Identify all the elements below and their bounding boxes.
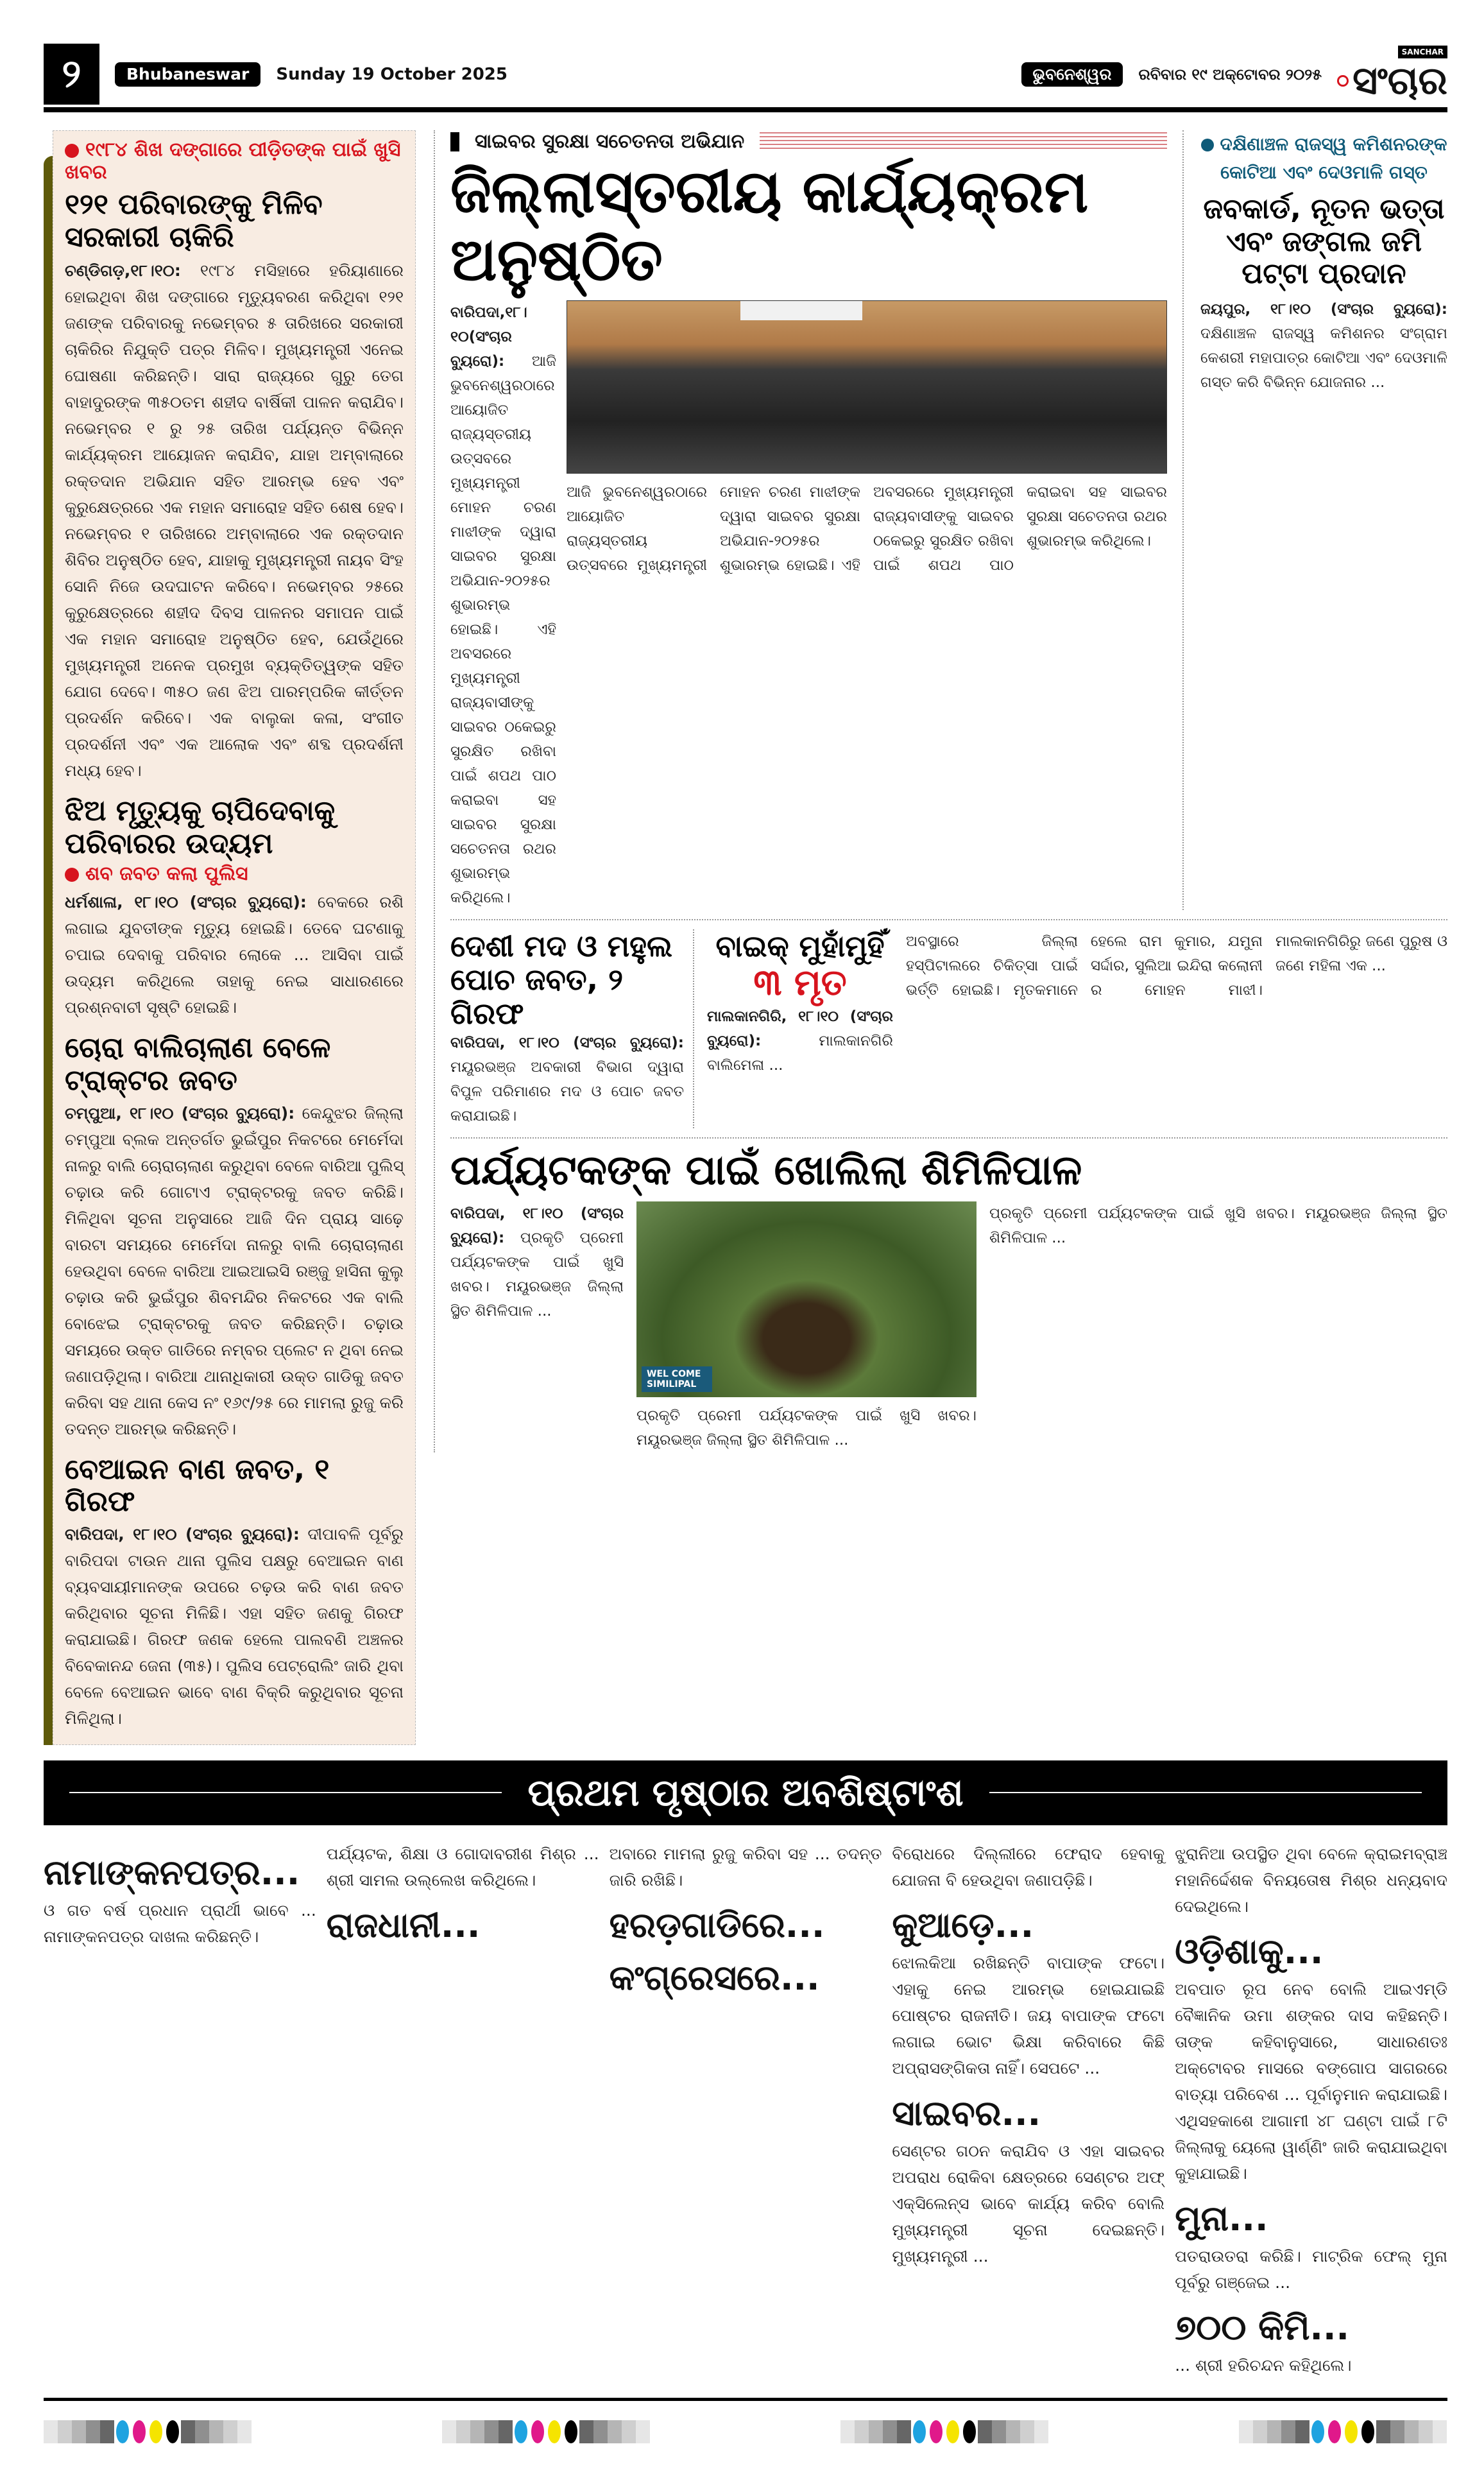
middle-right-area	[434, 130, 1447, 1452]
continued-heading: ୭୦୦ କିମି...	[1175, 2307, 1350, 2348]
story-headline: ଜବକାର୍ଡ, ନୂତନ ଭତ୍ତା ଏବଂ ଜଙ୍ଗଲ ଜମି ପଟ୍ଟା ପ୍ରଦାନ	[1203, 193, 1445, 291]
body-text: ପ୍ରକୃତି ପ୍ରେମୀ ପର୍ଯ୍ୟଟକଙ୍କ ପାଇଁ ଖୁସି ଖବର। ମୟୂରଭଞ୍ଜ ଜିଲ୍ଲା ସ୍ଥିତ ଶିମିଳିପାଳ ...	[450, 1229, 624, 1320]
grey-swatch	[58, 2420, 72, 2443]
grey-swatch	[636, 2420, 650, 2443]
continued-heading: ରାଜଧାନୀ...	[326, 1904, 481, 1945]
story-revenue-commissioner	[1200, 130, 1447, 395]
ink-dot	[963, 2420, 976, 2443]
dateline: ମାଲକାନଗିରି, ୧୮।୧୦ (ସଂଚାର ବ୍ୟୁରୋ):	[707, 1008, 893, 1049]
grey-swatch	[1433, 2420, 1447, 2443]
left-column	[44, 130, 416, 1745]
grey-swatch	[1034, 2420, 1048, 2443]
ink-dot	[515, 2420, 527, 2443]
masthead	[44, 44, 1447, 105]
story-body	[65, 257, 404, 784]
main-kicker: ସାଇବର ସୁରକ୍ଷା ସଚେତନତା ଅଭିଯାନ	[475, 130, 745, 153]
similipal-photo-block	[636, 1201, 977, 1452]
story-headline: ବେଆଇନ ବାଣ ଜବତ, ୧ ଗିରଫ	[65, 1452, 330, 1518]
dateline: ବାରିପଦା, ୧୮।୧୦ (ସଂଚାର ବ୍ୟୁରୋ):	[450, 1035, 684, 1052]
grey-swatch	[86, 2420, 100, 2443]
body-text: ପର୍ଯ୍ୟଟକ, ଶିକ୍ଷା ଓ ଗୋଦାବରୀଶ ମିଶ୍ର ... ଶ୍ରୀ ସାମଲ ଉଲ୍ଲେଖ କରିଥିଲେ।	[326, 1844, 599, 1889]
grey-swatch	[978, 2420, 992, 2443]
story-headline: ଚୋରା ବାଲିଚାଲାଣ ବେଳେ ଟ୍ରାକ୍ଟର ଜବତ	[65, 1031, 331, 1097]
continued-heading: ଓଡ଼ିଶାକୁ...	[1175, 1931, 1324, 1972]
continued-heading: ହରଡ଼ଗାଡିରେ...	[609, 1904, 825, 1945]
grey-swatch	[72, 2420, 86, 2443]
upper-stories	[450, 130, 1447, 910]
body-text: ବିରୋଧରେ ଦିଲ୍ଲୀରେ ଫେରାଦ ହେବାକୁ ଯୋଜନା ବି ହେଉଥିବା ଜଣାପଡ଼ିଛି।	[892, 1844, 1165, 1889]
grey-swatch	[1253, 2420, 1267, 2443]
dateline: ଜୟପୁର, ୧୮।୧୦ (ସଂଚାର ବ୍ୟୁରୋ):	[1200, 300, 1447, 318]
body-text: କେନ୍ଦୁଝର ଜିଲ୍ଲା ଚମ୍ପୁଆ ବ୍ଲକ ଅନ୍ତର୍ଗତ ଭୁଇଁପୁର ନିକଟରେ ମେର୍ମେଦା ନାଳରୁ ବାଲି ଚୋରାଚାଲାଣ କରୁଥିବା ବେଳେ ବାରିଆ ପୁଲିସ୍ ଚଢ଼ାଉ କରି ଗୋଟାଏ ଟ୍ରାକ୍ଟରକୁ ଜବତ କରିଛି। ମିଳିଥିବା ସୂଚନା ଅନୁସାରେ ଆଜି ଦିନ ପ୍ରାୟ ସାଢ଼େ ବାରଟା ସମୟରେ ମେର୍ମେଦା ନାଳରୁ ବାଲି ଚୋରାଚାଲାଣ ହେଉଥିବା ବେଳେ ବାରିଆ ଆଇଆଇସି ରଞ୍ଜୁ ହାସିନା କୁଲୁ ଚଢ଼ାଉ କରି ଭୁଇଁପୁର ଶିବମନ୍ଦିର ନିକଟରେ ଏକ ବାଲି ବୋଝେଇ ଟ୍ରାକ୍ଟରକୁ ଜବତ କରିଛନ୍ତି। ଚଢ଼ାଉ ସମୟରେ ଉକ୍ତ ଗାଡିରେ ନମ୍ବର ପ୍ଲେଟ ନ ଥିବା ନେଇ ଜଣାପଡ଼ିଥିଲା। ବାରିଆ ଥାନାଧିକାରୀ ଉକ୍ତ ଗାଡିକୁ ଜବତ କରିବା ସହ ଥାନା କେସ ନଂ ୧୬୯/୨୫ ରେ ମାମଲା ରୁଜୁ କରି ତଦନ୍ତ ଆରମ୍ଭ କରିଛନ୍ତି।	[65, 1103, 404, 1438]
grey-swatch	[1020, 2420, 1034, 2443]
story-body	[65, 1521, 404, 1732]
ink-dot	[116, 2420, 129, 2443]
print-color-bar	[442, 2420, 651, 2443]
story-headline: ପର୍ଯ୍ୟଟକଙ୍କ ପାଇଁ ଖୋଲିଲା ଶିମିଳିପାଳ	[450, 1147, 1082, 1195]
grey-swatch	[1419, 2420, 1433, 2443]
grey-swatch	[1390, 2420, 1404, 2443]
continued-heading: କୁଆଡ଼େ...	[892, 1904, 1034, 1945]
body-text: ଦୀପାବଳି ପୂର୍ବରୁ ବାରିପଦା ଟାଉନ ଥାନା ପୁଲିସ ପକ୍ଷରୁ ବେଆଇନ ବାଣ ବ୍ୟବସାୟୀମାନଙ୍କ ଉପରେ ଚଢ଼ଉ କରି ବାଣ ଜବତ କରିଥିବାର ସୂଚନା ମିଳିଛି। ଏହା ସହିତ ଜଣକୁ ଗିରଫ କରାଯାଇଛି। ଗିରଫ ଜଣକ ହେଲେ ପାଲବଣି ଅଞ୍ଚଳର ବିବେକାନନ୍ଦ ଜେନା (୩୫)। ପୁଲିସ ପେଟ୍ରୋଲିଂ ଜାରି ଥିବା ବେଳେ ବେଆଇନ ଭାବେ ବାଣ ବିକ୍ରି କରୁଥିବାର ସୂଚନା ମିଳିଥିଲା।	[65, 1524, 404, 1728]
story-kicker	[65, 863, 404, 885]
main-kicker-row	[450, 130, 1167, 153]
body-text: ବେକରେ ରଶି ଲଗାଇ ଯୁବତୀଙ୍କ ମୃତ୍ୟୁ ହୋଇଛି। ତେବେ ଘଟଣାକୁ ଚପାଇ ଦେବାକୁ ପରିବାର ଲୋକେ ... ଆସିବା ପାଇଁ ଉଦ୍ୟମ କରିଥିଲେ ତାହାକୁ ନେଇ ସାଧାରଣରେ ପ୍ରଶ୍ନବାଚୀ ସୃଷ୍ଟି ହୋଇଛି।	[65, 893, 404, 1017]
bottom-col-5	[1175, 1841, 1447, 2379]
grey-swatch	[869, 2420, 883, 2443]
bottom-col-3	[610, 1841, 882, 2002]
grey-swatch	[470, 2420, 484, 2443]
ink-dot	[946, 2420, 959, 2443]
grey-swatch	[593, 2420, 608, 2443]
continued-heading: ସାଇବର...	[892, 2092, 1041, 2133]
logo-tag: SANCHAR	[1398, 46, 1447, 58]
grey-swatch	[499, 2420, 513, 2443]
story-body	[65, 1100, 404, 1442]
dateline: ଚଣ୍ଡିଗଡ଼,୧୮।୧୦:	[65, 261, 181, 280]
grey-swatch	[1267, 2420, 1281, 2443]
bottom-col-1	[44, 1841, 316, 1950]
body-text: ଝୁରାନିଆ ଉପସ୍ଥିତ ଥିବା ବେଳେ କ୍ରାଇମବ୍ରାଞ୍ଚ ମହାନିର୍ଦ୍ଦେଶକ ବିନୟତୋଷ ମିଶ୍ର ଧନ୍ୟବାଦ ଦେଇଥିଲେ।	[1175, 1844, 1447, 1916]
grey-swatch	[100, 2420, 114, 2443]
bottom-col-2	[327, 1841, 599, 1950]
grey-swatch	[484, 2420, 499, 2443]
ink-dot	[149, 2420, 162, 2443]
continued-heading: ମୁନା...	[1175, 2198, 1268, 2239]
main-story-body	[450, 300, 1167, 910]
similipal-body	[450, 1201, 1447, 1452]
story-headline: ୧୨୧ ପରିବାରଙ୍କୁ ମିଳିବ ସରକାରୀ ଚାକିରି	[65, 188, 323, 254]
grey-swatch	[1239, 2420, 1253, 2443]
photo-screen	[740, 301, 862, 320]
grey-swatch	[855, 2420, 869, 2443]
body-text: ଝୋଲକିଆ ରଖିଛନ୍ତି ବାପାଙ୍କ ଫଟୋ। ଏହାକୁ ନେଇ ଆରମ୍ଭ ହୋଇଯାଇଛି ପୋଷ୍ଟର ରାଜନୀତି। ଜୟ ବାପାଙ୍କ ଫଟୋ ଲଗାଇ ଭୋଟ ଭିକ୍ଷା କରିବାରେ କିଛି ଅପ୍ରାସଙ୍ଗିକତା ନାହିଁ। ସେପଟେ ...	[892, 1953, 1165, 2078]
story-bike-continued	[906, 929, 1447, 1002]
ink-dot	[548, 2420, 561, 2443]
main-story-text	[450, 300, 556, 910]
kicker-text: ୧୯୮୪ ଶିଖ ଦଙ୍ଗାରେ ପୀଡ଼ିତଙ୍କ ପାଇଁ ଖୁସି ଖବର	[65, 139, 401, 184]
second-row-stories	[450, 929, 1447, 1129]
story-kicker	[1200, 130, 1447, 187]
body-text: ପ୍ରକୃତି ପ୍ରେମୀ ପର୍ଯ୍ୟଟକଙ୍କ ପାଇଁ ଖୁସି ଖବର। ମୟୂରଭଞ୍ଜ ଜିଲ୍ଲା ସ୍ଥିତ ଶିମିଳିପାଳ ...	[636, 1407, 977, 1449]
grey-swatch	[209, 2420, 223, 2443]
ink-dot	[565, 2420, 577, 2443]
grey-swatch	[608, 2420, 622, 2443]
bullet-icon	[65, 868, 79, 882]
grey-swatch	[622, 2420, 636, 2443]
date-or: ରବିବାର ୧୯ ଅକ୍ଟୋବର ୨୦୨୫	[1138, 65, 1322, 83]
body-text: ଆଜି ଭୁବନେଶ୍ୱରଠାରେ ଆୟୋଜିତ ରାଜ୍ୟସ୍ତରୀୟ ଉତ୍ସବରେ ମୁଖ୍ୟମନ୍ତ୍ରୀ ମୋହନ ଚରଣ ମାଝୀଙ୍କ ଦ୍ୱାରା ସାଇବର ସୁରକ୍ଷା ଅଭିଯାନ-୨୦୨୫ର ଶୁଭାରମ୍ଭ ହୋଇଛି। ଏହି ଅବସରରେ ମୁଖ୍ୟମନ୍ତ୍ରୀ ରାଜ୍ୟବାସୀଙ୍କୁ ସାଇବର ଠକେଇରୁ ସୁରକ୍ଷିତ ରଖିବା ପାଇଁ ଶପଥ ପାଠ କରାଇବା ସହ ସାଇବର ସୁରକ୍ଷା ସଚେତନତା ରଥର ଶୁଭାରମ୍ଭ କରିଥିଲେ।	[567, 483, 1167, 574]
left-accent-bar	[44, 156, 53, 1745]
dateline: ବାରିପଦା, ୧୮।୧୦ (ସଂଚାର ବ୍ୟୁରୋ):	[65, 1524, 300, 1544]
story-headline: ଦେଶୀ ମଦ ଓ ମହୁଲ ପୋଚ ଜବତ, ୨ ଗିରଫ	[450, 928, 672, 1031]
grey-swatch	[992, 2420, 1006, 2443]
banner-title: ପ୍ରଥମ ପୃଷ୍ଠାର ଅବଶିଷ୍ଟାଂଶ	[527, 1770, 964, 1814]
row-divider	[450, 919, 1447, 920]
logo-red-circle	[1337, 75, 1349, 87]
ink-dot	[166, 2420, 179, 2443]
grey-swatch	[181, 2420, 195, 2443]
logo-text: ସଂଚାର	[1352, 58, 1447, 103]
grey-swatch	[897, 2420, 911, 2443]
edition-city-en: Bhubaneswar	[115, 62, 260, 87]
grey-swatch	[1006, 2420, 1020, 2443]
grey-swatch	[1376, 2420, 1390, 2443]
ink-dot	[1311, 2420, 1324, 2443]
kicker-text: ଦକ୍ଷିଣାଞ୍ଚଳ ରାଜସ୍ୱ କମିଶନରଙ୍କ କୋଟିଆ ଏବଂ ଦେଓମାଳି ଗସ୍ତ	[1220, 133, 1447, 183]
page-number: ୨	[44, 44, 99, 105]
grey-swatch	[1281, 2420, 1295, 2443]
story-kicker	[65, 139, 404, 184]
kicker-text: ଶବ ଜବତ କଲା ପୁଲିସ	[85, 863, 248, 886]
body-text: ଆଜି ଭୁବନେଶ୍ୱରଠାରେ ଆୟୋଜିତ ରାଜ୍ୟସ୍ତରୀୟ ଉତ୍ସବରେ ମୁଖ୍ୟମନ୍ତ୍ରୀ ମୋହନ ଚରଣ ମାଝୀଙ୍କ ଦ୍ୱାରା ସାଇବର ସୁରକ୍ଷା ଅଭିଯାନ-୨୦୨୫ର ଶୁଭାରମ୍ଭ ହୋଇଛି। ଏହି ଅବସରରେ ମୁଖ୍ୟମନ୍ତ୍ରୀ ରାଜ୍ୟବାସୀଙ୍କୁ ସାଇବର ଠକେଇରୁ ସୁରକ୍ଷିତ ରଖିବା ପାଇଁ ଶପଥ ପାଠ କରାଇବା ସହ ସାଇବର ସୁରକ୍ଷା ସଚେତନତା ରଥର ଶୁଭାରମ୍ଭ କରିଥିଲେ।	[450, 352, 556, 906]
top-section	[44, 130, 1447, 1745]
main-photo-meeting	[567, 300, 1167, 474]
continued-heading: କଂଗ୍ରେସରେ...	[609, 1957, 820, 1998]
grey-swatch	[237, 2420, 252, 2443]
print-color-bar	[1239, 2420, 1447, 2443]
body-text: ଅବାରେ ମାମଲା ରୁଜୁ କରିବା ସହ ... ତଦନ୍ତ ଜାରି ରଖିଛି।	[609, 1844, 882, 1889]
story-headline: ଝିଅ ମୃତ୍ୟୁକୁ ଚାପିଦେବାକୁ ପରିବାରର ଉଦ୍ୟମ	[65, 795, 336, 860]
continued-heading: ନାମାଙ୍କନପତ୍ର...	[44, 1852, 300, 1893]
date-en: Sunday 19 October 2025	[276, 64, 507, 84]
story-body	[65, 889, 404, 1020]
ink-dot	[913, 2420, 926, 2443]
similipal-gate-photo	[636, 1201, 977, 1397]
print-color-bars	[44, 2420, 1447, 2443]
similipal-text	[450, 1201, 624, 1323]
header-rule	[44, 107, 1447, 112]
ink-dot	[1361, 2420, 1374, 2443]
banner-line	[989, 1792, 1422, 1793]
dateline: ଧର୍ମଶାଳା, ୧୮।୧୦ (ସଂଚାର ବ୍ୟୁରୋ):	[65, 893, 307, 912]
bullet-icon	[1201, 139, 1214, 151]
dateline: ବାରିପଦା, ୧୮।୧୦ (ସଂଚାର ବ୍ୟୁରୋ):	[450, 1205, 624, 1246]
grey-swatch	[1295, 2420, 1309, 2443]
print-color-bar	[840, 2420, 1049, 2443]
body-text: ଅବପାତ ରୂପ ନେବ ବୋଲି ଆଇଏମ୍ଡି ବୈଜ୍ଞାନିକ ଉମା ଶଙ୍କର ଦାସ କହିଛନ୍ତି। ତାଙ୍କ କହିବାନୁସାରେ, ସାଧାରଣତଃ ଅକ୍ଟୋବର ମାସରେ ବଙ୍ଗୋପ ସାଗରରେ ବାତ୍ୟା ପରିବେଶ ... ପୂର୍ବାନୁମାନ କରାଯାଇଛି। ଏଥିସହକାଶେ ଆଗାମୀ ୪୮ ଘଣ୍ଟା ପାଇଁ ୮ଟି ଜିଲ୍ଲାକୁ ୟେଲୋ ୱାର୍ଣ୍ଣିଂ ଜାରି କରାଯାଇଥିବା କୁହାଯାଇଛି।	[1175, 1979, 1447, 2183]
body-text: ୧୯୮୪ ମସିହାରେ ହରିୟାଣାରେ ହୋଇଥିବା ଶିଖ ଦଙ୍ଗାରେ ମୃତ୍ୟୁବରଣ କରିଥିବା ୧୨୧ ଜଣଙ୍କ ପରିବାରକୁ ନଭେମ୍ବର ୫ ତାରିଖରେ ସରକାରୀ ଚାକିରିର ନିଯୁକ୍ତି ପତ୍ର ମିଳିବ। ମୁଖ୍ୟମନ୍ତ୍ରୀ ଏନେଇ ଘୋଷଣା କରିଛନ୍ତି। ସାରା ରାଜ୍ୟରେ ଗୁରୁ ତେଗ ବାହାଦୁରଙ୍କ ୩୫୦ତମ ଶହୀଦ ବାର୍ଷିକୀ ପାଳନ କରାଯିବ। ନଭେମ୍ବର ୧ ରୁ ୨୫ ତାରିଖ ପର୍ଯ୍ୟନ୍ତ ବିଭିନ୍ନ କାର୍ଯ୍ୟକ୍ରମ ଆୟୋଜନ କରାଯିବ, ଯାହା ଅମ୍ବାଲାରେ ରକ୍ତଦାନ ଅଭିଯାନ ସହିତ ଆରମ୍ଭ ହେବ ଏବଂ କୁରୁକ୍ଷେତ୍ରରେ ଏକ ମହାନ ସମାରୋହ ସହିତ ଶେଷ ହେବ। ନଭେମ୍ବର ୧ ତାରିଖରେ ଅମ୍ବାଲାରେ ଏକ ରକ୍ତଦାନ ଶିବିର ଅନୁଷ୍ଠିତ ହେବ, ଯାହାକୁ ମୁଖ୍ୟମନ୍ତ୍ରୀ ନାୟବ ସିଂହ ସୋନି ନିଜେ ଉଦଘାଟନ କରିବେ। ନଭେମ୍ବର ୨୫ରେ କୁରୁକ୍ଷେତ୍ରରେ ଶହୀଦ ଦିବସ ପାଳନର ସମାପନ ପାଇଁ ଏକ ମହାନ ସମାରୋହ ଅନୁଷ୍ଠିତ ହେବ, ଯେଉଁଥିରେ ମୁଖ୍ୟମନ୍ତ୍ରୀ ଅନେକ ପ୍ରମୁଖ ବ୍ୟକ୍ତିତ୍ୱଙ୍କ ସହିତ ଯୋଗ ଦେବେ। ୩୫୦ ଜଣ ଝିଅ ପାରମ୍ପରିକ କୀର୍ତ୍ତନ ପ୍ରଦର୍ଶନ କରିବେ। ଏକ ବାଲୁକା କଳା, ସଂଗୀତ ପ୍ରଦର୍ଶନୀ ଏବଂ ଏକ ଆଲୋକ ଏବଂ ଶବ୍ଦ ପ୍ରଦର୍ଶନୀ ମଧ୍ୟ ହେବ।	[65, 261, 404, 780]
main-story	[450, 130, 1184, 910]
body-text: ଅବସ୍ଥାରେ ଜିଲ୍ଲା ହସ୍ପିଟାଲରେ ଚିକିତ୍ସା ପାଇଁ ଭର୍ତ୍ତି ହୋଇଛି। ମୃତକମାନେ ହେଲେ ରାମ କୁମାର, ଯମୁନା ସର୍ଦ୍ଦାର, ସୁଲିଆ ଇନ୍ଦିରା କଲୋନୀ ର ମୋହନ ମାଝୀ। ମାଲକାନଗିରିରୁ ଜଣେ ପୁରୁଷ ଓ ଜଣେ ମହିଳା ଏକ ...	[906, 933, 1447, 999]
banner-line	[69, 1792, 502, 1793]
print-color-bar	[44, 2420, 252, 2443]
grey-swatch	[195, 2420, 209, 2443]
grey-swatch	[579, 2420, 593, 2443]
kicker-stripes	[760, 132, 1167, 151]
dateline: ବାରିପଦା,୧୮।୧୦(ସଂଚାର ବ୍ୟୁରୋ):	[450, 304, 527, 370]
bottom-col-4	[892, 1841, 1164, 2269]
photo-sign: WEL COME SIMILIPAL	[642, 1366, 712, 1392]
left-column-box	[53, 130, 416, 1745]
grey-swatch	[456, 2420, 470, 2443]
grey-swatch	[223, 2420, 237, 2443]
story-liquor-seized	[450, 929, 694, 1129]
ink-dot	[531, 2420, 544, 2443]
main-photo-and-columns	[567, 300, 1167, 910]
main-story-columns	[567, 480, 1167, 578]
grey-swatch	[883, 2420, 897, 2443]
sanchar-logo	[1337, 46, 1447, 103]
body-text: ସେଣ୍ଟର ଗଠନ କରାଯିବ ଓ ଏହା ସାଇବର ଅପରାଧ ରୋକିବା କ୍ଷେତ୍ରରେ ସେଣ୍ଟର ଅଫ୍ ଏକ୍ସିଲେନ୍ସ ଭାବେ କାର୍ଯ୍ୟ କରିବ ବୋଲି ମୁଖ୍ୟମନ୍ତ୍ରୀ ସୂଚନା ଦେଇଛନ୍ତି। ମୁଖ୍ୟମନ୍ତ୍ରୀ ...	[892, 2141, 1165, 2266]
logo-wordmark	[1337, 58, 1447, 103]
grey-swatch	[840, 2420, 855, 2443]
ink-dot	[1328, 2420, 1341, 2443]
similipal-text-right	[989, 1201, 1447, 1250]
ink-dot	[133, 2420, 146, 2443]
ink-dot	[1345, 2420, 1358, 2443]
body-text: ... ଶ୍ରୀ ହରିଚନ୍ଦନ କହିଥିଲେ।	[1175, 2355, 1352, 2375]
story-similipal	[450, 1148, 1447, 1452]
body-text: ମାଲକାନଗିରି ବାଲିମେଳା ...	[707, 1032, 893, 1074]
dateline: ଚମ୍ପୁଆ, ୧୮।୧୦ (ସଂଚାର ବ୍ୟୁରୋ):	[65, 1103, 295, 1123]
body-text: ପ୍ରକୃତି ପ୍ରେମୀ ପର୍ଯ୍ୟଟକଙ୍କ ପାଇଁ ଖୁସି ଖବର। ମୟୂରଭଞ୍ଜ ଜିଲ୍ଲା ସ୍ଥିତ ଶିମିଳିପାଳ ...	[989, 1205, 1447, 1246]
main-headline: ଜିଲ୍ଲାସ୍ତରୀୟ କାର୍ଯ୍ୟକ୍ରମ ଅନୁଷ୍ଠିତ	[450, 157, 1089, 294]
edition-city-or: ଭୁବନେଶ୍ୱର	[1021, 62, 1123, 87]
body-text: ଓ ଗତ ବର୍ଷ ପ୍ରଧାନ ପ୍ରାର୍ଥୀ ଭାବେ ... ନାମାଙ୍କନପତ୍ର ଦାଖଲ କରିଛନ୍ତି।	[44, 1900, 316, 1946]
kicker-block-icon	[450, 132, 459, 151]
ink-dot	[930, 2420, 942, 2443]
continued-from-front-banner	[44, 1760, 1447, 1825]
footer-rule	[44, 2398, 1447, 2401]
story-bike-collision	[707, 929, 893, 1078]
body-text: ପତରାଉତରା କରିଛି। ମାଟ୍ରିକ ଫେଲ୍ ମୁନା ପୂର୍ବରୁ ଗଞ୍ଜେଇ ...	[1175, 2246, 1447, 2292]
story-headline-red: ୩ ମୃତ	[753, 962, 847, 1004]
grey-swatch	[44, 2420, 58, 2443]
body-text: ମୟୂରଭଞ୍ଜ ଅବକାରୀ ବିଭାଗ ଦ୍ୱାରା ବିପୁଳ ପରିମାଣର ମଦ ଓ ପୋଚ ଜବତ କରାଯାଇଛି।	[450, 1059, 684, 1125]
grey-swatch	[442, 2420, 456, 2443]
row-divider	[450, 1137, 1447, 1139]
bullet-icon	[65, 144, 79, 158]
story-headline: ବାଇକ୍ ମୁହାଁମୁହିଁ	[715, 928, 885, 963]
continued-stories	[44, 1841, 1447, 2379]
body-text: ଦକ୍ଷିଣାଞ୍ଚଳ ରାଜସ୍ୱ କମିଶନର ସଂଗ୍ରାମ କେଶରୀ ମହାପାତ୍ର କୋଟିଆ ଏବଂ ଦେଓମାଳି ଗସ୍ତ କରି ବିଭିନ୍ନ ଯୋଜନାର ...	[1200, 325, 1447, 391]
grey-swatch	[1404, 2420, 1419, 2443]
